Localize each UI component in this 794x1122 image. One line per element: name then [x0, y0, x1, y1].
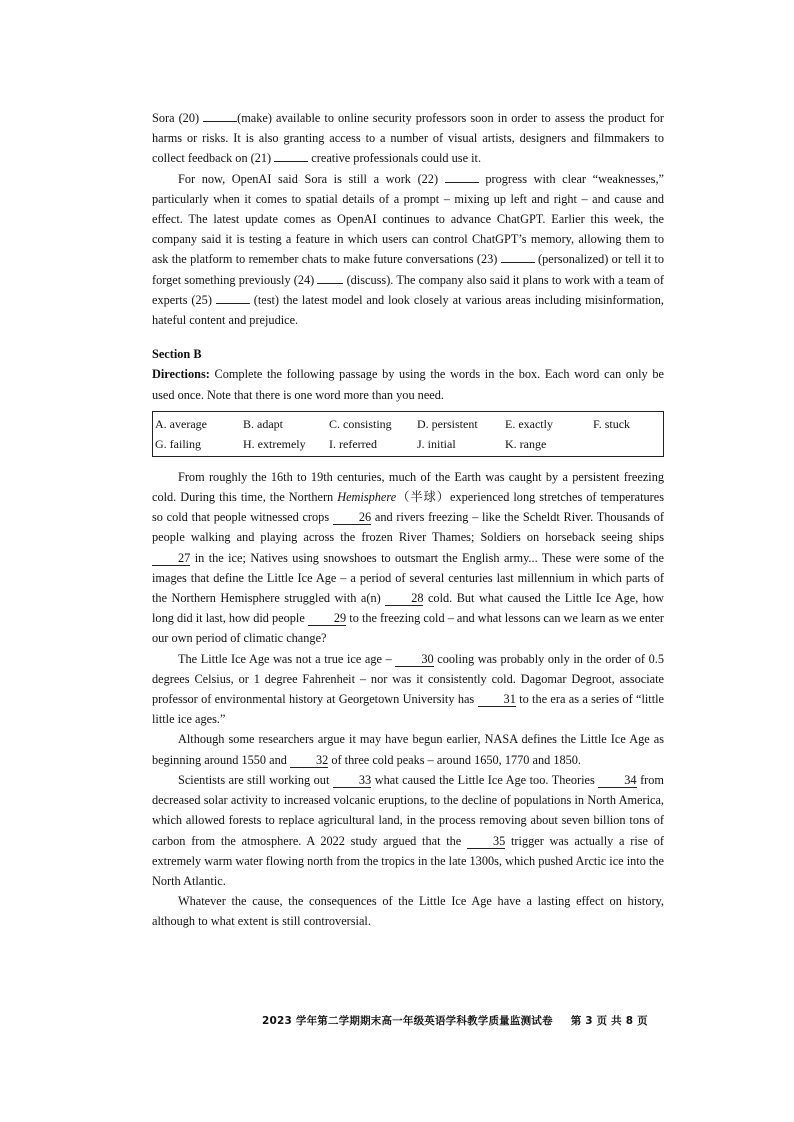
blank-28[interactable]: 28	[385, 591, 423, 606]
word-option: D. persistent	[417, 416, 478, 431]
directions	[152, 364, 664, 404]
blank-32[interactable]: 32	[290, 753, 328, 768]
text: Sora (20)	[152, 111, 204, 125]
text: of three cold peaks – around 1650, 1770 and 1850.	[328, 752, 581, 767]
text: to the era as a series of “little little ice ages.”	[152, 692, 664, 727]
text: cooling was probably only in the order of 0.5 degrees Celsius, or 1 degree Fahrenheit – nor was it consistently cold. Dagomar Degroot, associate professor of environmental history at Georgetown University has	[152, 651, 664, 707]
text: (make) available to online security professors soon in order to assess the product for harms or risks. It is also granting access to a number of visual artists, designers and filmmakers to collect feedback on (21)	[152, 111, 664, 166]
blank-26[interactable]: 26	[333, 510, 371, 525]
word-option: H. extremely	[243, 436, 306, 451]
blank-20[interactable]	[203, 121, 237, 122]
blank-24[interactable]	[317, 283, 343, 284]
text: and rivers freezing – like the Scheldt River. Thousands of people walking and playing across the frozen River Thames; Soldiers on horseback seeing ships	[152, 510, 664, 545]
text: what caused the Little Ice Age too. Theories	[371, 772, 599, 787]
text: creative professionals could use it.	[308, 151, 482, 166]
paragraph-ice-4	[152, 770, 664, 891]
word-option: A. average	[155, 416, 207, 431]
blank-23[interactable]	[501, 262, 535, 263]
word-box	[152, 411, 664, 457]
text: cold. But what caused the Little Ice Age, how long did it last, how did people	[152, 591, 664, 626]
text: （半球）experienced long stretches of temperatures so cold that people witnessed crops	[152, 490, 665, 525]
blank-27[interactable]: 27	[152, 551, 190, 566]
blank-25[interactable]	[216, 303, 250, 304]
paragraph-ice-1	[152, 467, 664, 649]
word-option: G. failing	[155, 436, 201, 451]
text: (test) the latest model and look closely at various areas including misinformation, hateful content and prejudice.	[152, 292, 664, 328]
word-option: I. referred	[329, 436, 377, 451]
text: to the freezing cold – and what lessons can we learn as we enter our own period of climatic change?	[152, 611, 665, 646]
text: (personalized) or tell it to forget something previously (24)	[152, 252, 664, 287]
page-content	[152, 108, 664, 932]
word-option: F. stuck	[593, 416, 631, 431]
directions-label: Directions:	[152, 367, 210, 382]
text: (discuss). The company also said it plans to work with a team of experts (25)	[152, 272, 664, 307]
word-option: K. range	[505, 436, 547, 451]
text: Although some researchers argue it may have begun earlier, NASA defines the Little Ice Age as beginning around 1550 and	[152, 732, 664, 767]
text-italic: Hemisphere	[337, 490, 397, 505]
page-number: 第 3 页 共 8 页	[570, 1015, 648, 1027]
blank-35[interactable]: 35	[467, 834, 505, 849]
directions-text: Complete the following passage by using the words in the box. Each word can only be used once. Note that there is one word more than you need.	[152, 367, 664, 402]
paragraph-ice-2	[152, 649, 664, 730]
text: Scientists are still working out	[178, 772, 333, 787]
word-option: E. exactly	[505, 416, 553, 431]
text: trigger was actually a rise of extremely warm water flowing north from the tropics in the late 1300s, which pushed Arctic ice into the North Atlantic.	[152, 833, 664, 888]
word-option: B. adapt	[243, 416, 283, 431]
paragraph-ice-3	[152, 729, 664, 769]
paragraph-sora-1	[152, 108, 664, 169]
text: For now, OpenAI said Sora is still a work (22)	[178, 171, 445, 186]
text: from decreased solar activity to increased volcanic eruptions, to the decline of populations in North America, which allowed forests to replace agricultural land, in the process removing about seven billion tons of carbon from the atmosphere. A 2022 study argued that the	[152, 772, 664, 848]
text: in the ice; Natives using snowshoes to outsmart the English army... These were some of the images that define the Little Ice Age – a period of several centuries last millennium in which parts of the Northern Hemisphere struggled with a(n)	[152, 550, 664, 606]
blank-22[interactable]	[445, 182, 479, 183]
exam-title: 2023 学年第二学期期末高一年级英语学科教学质量监测试卷	[262, 1015, 553, 1027]
blank-21[interactable]	[274, 161, 308, 162]
blank-34[interactable]: 34	[598, 773, 636, 788]
page-footer	[262, 1013, 662, 1028]
text: The Little Ice Age was not a true ice age –	[178, 651, 396, 666]
section-title: Section B	[152, 347, 202, 362]
paragraph-ice-5: Whatever the cause, the consequences of the Little Ice Age have a lasting effect on history, although to what extent is still controversial.	[152, 894, 664, 929]
blank-31[interactable]: 31	[478, 692, 516, 707]
blank-33[interactable]: 33	[333, 773, 371, 788]
word-option: C. consisting	[329, 416, 392, 431]
text: progress with clear “weaknesses,” particularly when it comes to spatial details of a prompt – mixing up left and right – and cause and effect. The latest update comes as OpenAI continues to advance ChatGPT. Earlier this week, the company said it is testing a feature in which users can control ChatGPT’s memory, allowing them to ask the platform to remember chats to make future conversations (23)	[152, 171, 664, 267]
text: From roughly the 16th to 19th centuries, much of the Earth was caught by a persistent freezing cold. During this time, the Northern	[152, 469, 664, 505]
paragraph-sora-2	[152, 169, 664, 331]
blank-30[interactable]: 30	[395, 652, 433, 667]
blank-29[interactable]: 29	[308, 611, 346, 626]
word-option: J. initial	[417, 436, 456, 451]
